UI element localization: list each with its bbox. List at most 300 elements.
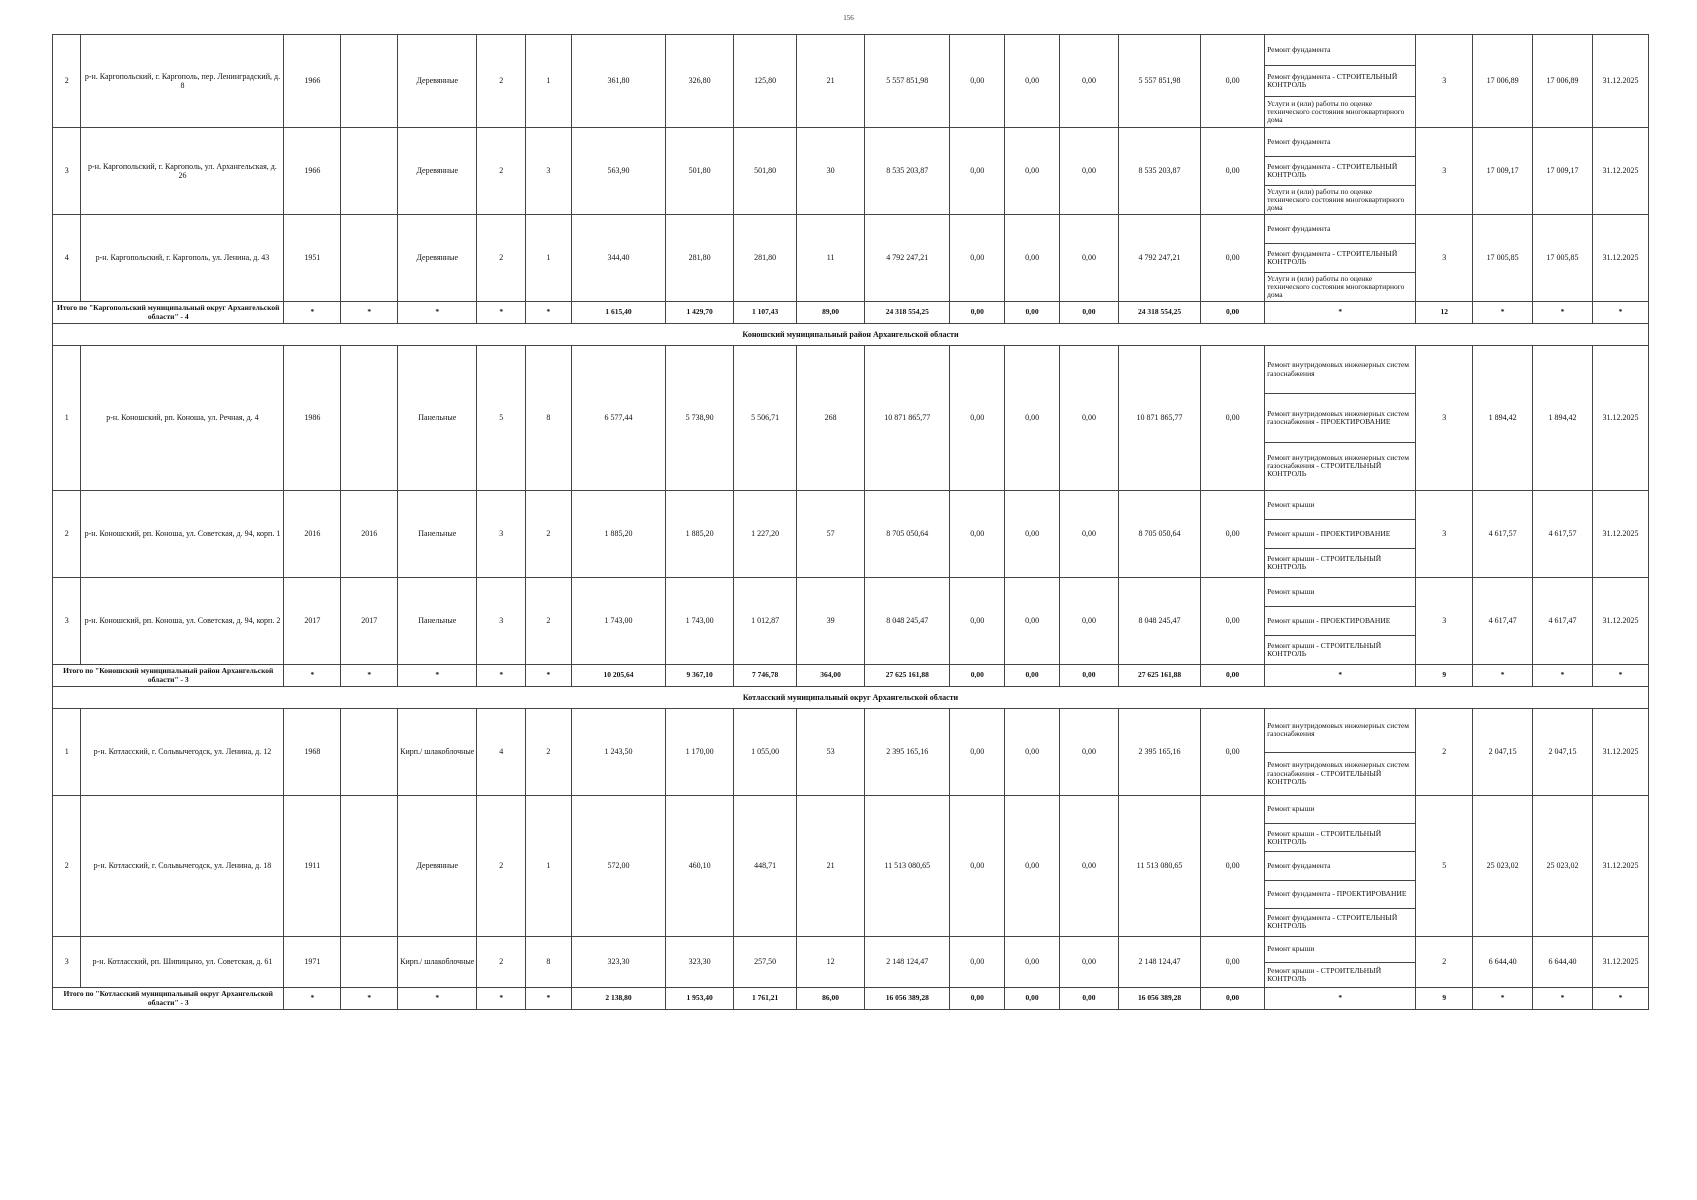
area-residential-cell: 281,80 bbox=[734, 215, 797, 302]
works-cell bbox=[1265, 578, 1416, 665]
area-premises-cell: 1 743,00 bbox=[666, 578, 734, 665]
table-row bbox=[53, 578, 1649, 665]
deadline-cell: 31.12.2025 bbox=[1592, 709, 1648, 796]
row-number-cell: 3 bbox=[53, 128, 81, 215]
floors-cell: 4 bbox=[477, 709, 526, 796]
cost-total-cell: 4 792 247,21 bbox=[865, 215, 950, 302]
work-item: Ремонт фундамента - СТРОИТЕЛЬНЫЙ КОНТРОЛЬ bbox=[1265, 157, 1415, 186]
total-fund-federal-cell: 0,00 bbox=[950, 302, 1005, 324]
fund-local-cell: 0,00 bbox=[1060, 215, 1119, 302]
wall-material-cell: Кирп./ шлакоблочные bbox=[398, 709, 477, 796]
row-number-cell: 1 bbox=[53, 709, 81, 796]
district-header-row bbox=[53, 687, 1649, 709]
cost-total-cell: 8 048 245,47 bbox=[865, 578, 950, 665]
fund-owners-cell: 2 395 165,16 bbox=[1118, 709, 1200, 796]
cost-total-cell: 8 535 203,87 bbox=[865, 128, 950, 215]
floors-cell: 2 bbox=[477, 796, 526, 937]
address-cell: р-н. Котласский, г. Сольвычегодск, ул. Ленина, д. 12 bbox=[81, 709, 284, 796]
work-item: Ремонт крыши - СТРОИТЕЛЬНЫЙ КОНТРОЛЬ bbox=[1267, 553, 1382, 571]
unit-cost-cell: 17 005,85 bbox=[1473, 215, 1533, 302]
work-item: Ремонт крыши - СТРОИТЕЛЬНЫЙ КОНТРОЛЬ bbox=[1267, 640, 1382, 658]
fund-owners-cell: 4 792 247,21 bbox=[1118, 215, 1200, 302]
works-cell bbox=[1265, 35, 1416, 128]
cost-total-cell: 11 513 080,65 bbox=[865, 796, 950, 937]
work-item: Ремонт фундамента - СТРОИТЕЛЬНЫЙ КОНТРОЛЬ bbox=[1267, 913, 1398, 931]
fund-regional-cell: 0,00 bbox=[1005, 128, 1060, 215]
total-works-cell: * bbox=[1265, 665, 1416, 687]
work-item: Ремонт крыши bbox=[1265, 937, 1415, 963]
district-title: Коношский муниципальный район Архангельской области bbox=[53, 324, 1649, 346]
works-count-cell: 2 bbox=[1416, 709, 1473, 796]
wall-material-cell: Деревянные bbox=[398, 215, 477, 302]
fund-other-cell: 0,00 bbox=[1201, 215, 1265, 302]
total-area-residential-cell: 1 107,43 bbox=[734, 302, 797, 324]
area-residential-cell: 448,71 bbox=[734, 796, 797, 937]
row-number-cell: 3 bbox=[53, 578, 81, 665]
row-number-cell: 1 bbox=[53, 346, 81, 491]
total-fund-local-cell: 0,00 bbox=[1060, 988, 1119, 1010]
works-list bbox=[1265, 215, 1415, 301]
work-item: Ремонт внутридомовых инженерных систем газоснабжения - ПРОЕКТИРОВАНИЕ bbox=[1265, 394, 1415, 442]
total-wall-material-cell: * bbox=[398, 665, 477, 687]
table-row bbox=[53, 35, 1649, 128]
wall-material-cell: Панельные bbox=[398, 578, 477, 665]
total-cost-total-cell: 27 625 161,88 bbox=[865, 665, 950, 687]
fund-owners-cell: 8 705 050,64 bbox=[1118, 491, 1200, 578]
fund-federal-cell: 0,00 bbox=[950, 937, 1005, 988]
area-total-cell: 1 243,50 bbox=[571, 709, 665, 796]
year-built-cell: 2017 bbox=[284, 578, 341, 665]
unit-cost-limit-cell: 1 894,42 bbox=[1533, 346, 1593, 491]
fund-local-cell: 0,00 bbox=[1060, 491, 1119, 578]
unit-cost-cell: 25 023,02 bbox=[1473, 796, 1533, 937]
total-wall-material-cell: * bbox=[398, 988, 477, 1010]
works-count-cell: 3 bbox=[1416, 491, 1473, 578]
total-cost-total-cell: 16 056 389,28 bbox=[865, 988, 950, 1010]
fund-other-cell: 0,00 bbox=[1201, 491, 1265, 578]
works-cell bbox=[1265, 346, 1416, 491]
year-built-cell: 1966 bbox=[284, 35, 341, 128]
residents-cell: 30 bbox=[797, 128, 865, 215]
total-floors-cell: * bbox=[477, 665, 526, 687]
work-item: Ремонт внутридомовых инженерных систем газоснабжения bbox=[1265, 346, 1415, 394]
residents-cell: 21 bbox=[797, 35, 865, 128]
area-total-cell: 6 577,44 bbox=[571, 346, 665, 491]
total-works-count-cell: 9 bbox=[1416, 988, 1473, 1010]
residents-cell: 53 bbox=[797, 709, 865, 796]
total-year-built-cell: * bbox=[284, 988, 341, 1010]
table-row bbox=[53, 128, 1649, 215]
deadline-cell: 31.12.2025 bbox=[1592, 796, 1648, 937]
capital-repair-register-table bbox=[52, 34, 1649, 1010]
table-row bbox=[53, 937, 1649, 988]
total-works-count-cell: 12 bbox=[1416, 302, 1473, 324]
year-reconstructed-cell bbox=[341, 128, 398, 215]
fund-owners-cell: 8 535 203,87 bbox=[1118, 128, 1200, 215]
work-item: Ремонт внутридомовых инженерных систем газоснабжения bbox=[1265, 709, 1415, 753]
area-premises-cell: 1 170,00 bbox=[666, 709, 734, 796]
fund-federal-cell: 0,00 bbox=[950, 796, 1005, 937]
work-item: Ремонт фундамента bbox=[1265, 215, 1415, 244]
address-cell: р-н. Каргопольский, г. Каргополь, ул. Архангельская, д. 26 bbox=[81, 128, 284, 215]
works-list bbox=[1265, 709, 1415, 795]
fund-federal-cell: 0,00 bbox=[950, 578, 1005, 665]
wall-material-cell: Панельные bbox=[398, 491, 477, 578]
work-item: Ремонт крыши - ПРОЕКТИРОВАНИЕ bbox=[1265, 520, 1415, 549]
total-unit-cost-limit-cell: * bbox=[1533, 988, 1593, 1010]
fund-local-cell: 0,00 bbox=[1060, 937, 1119, 988]
page-number: 156 bbox=[843, 14, 854, 22]
works-list bbox=[1265, 937, 1415, 987]
fund-local-cell: 0,00 bbox=[1060, 128, 1119, 215]
unit-cost-cell: 1 894,42 bbox=[1473, 346, 1533, 491]
fund-local-cell: 0,00 bbox=[1060, 709, 1119, 796]
fund-local-cell: 0,00 bbox=[1060, 578, 1119, 665]
total-fund-regional-cell: 0,00 bbox=[1005, 302, 1060, 324]
work-item: Ремонт внутридомовых инженерных систем газоснабжения - СТРОИТЕЛЬНЫЙ КОНТРОЛЬ bbox=[1267, 452, 1409, 479]
total-year-built-cell: * bbox=[284, 302, 341, 324]
work-item: Ремонт крыши - СТРОИТЕЛЬНЫЙ КОНТРОЛЬ bbox=[1265, 824, 1415, 852]
area-residential-cell: 257,50 bbox=[734, 937, 797, 988]
total-deadline-cell: * bbox=[1592, 302, 1648, 324]
works-count-cell: 3 bbox=[1416, 215, 1473, 302]
floors-cell: 2 bbox=[477, 215, 526, 302]
deadline-cell: 31.12.2025 bbox=[1592, 35, 1648, 128]
work-item: Ремонт фундамента - ПРОЕКТИРОВАНИЕ bbox=[1265, 881, 1415, 909]
work-item: Ремонт фундамента bbox=[1265, 128, 1415, 157]
total-fund-owners-cell: 24 318 554,25 bbox=[1118, 302, 1200, 324]
total-year-reconstructed-cell: * bbox=[341, 665, 398, 687]
work-item: Ремонт внутридомовых инженерных систем газоснабжения - СТРОИТЕЛЬНЫЙ КОНТРОЛЬ bbox=[1267, 760, 1409, 786]
year-built-cell: 1966 bbox=[284, 128, 341, 215]
total-fund-other-cell: 0,00 bbox=[1201, 988, 1265, 1010]
area-residential-cell: 125,80 bbox=[734, 35, 797, 128]
works-list bbox=[1265, 796, 1415, 936]
works-list bbox=[1265, 491, 1415, 577]
year-built-cell: 1911 bbox=[284, 796, 341, 937]
area-premises-cell: 326,80 bbox=[666, 35, 734, 128]
fund-owners-cell: 5 557 851,98 bbox=[1118, 35, 1200, 128]
deadline-cell: 31.12.2025 bbox=[1592, 578, 1648, 665]
fund-federal-cell: 0,00 bbox=[950, 35, 1005, 128]
area-premises-cell: 1 885,20 bbox=[666, 491, 734, 578]
works-cell bbox=[1265, 796, 1416, 937]
total-row bbox=[53, 988, 1649, 1010]
area-total-cell: 361,80 bbox=[571, 35, 665, 128]
fund-regional-cell: 0,00 bbox=[1005, 346, 1060, 491]
year-reconstructed-cell bbox=[341, 346, 398, 491]
total-deadline-cell: * bbox=[1592, 665, 1648, 687]
unit-cost-limit-cell: 17 006,89 bbox=[1533, 35, 1593, 128]
works-count-cell: 3 bbox=[1416, 578, 1473, 665]
total-fund-other-cell: 0,00 bbox=[1201, 302, 1265, 324]
total-fund-regional-cell: 0,00 bbox=[1005, 988, 1060, 1010]
wall-material-cell: Деревянные bbox=[398, 796, 477, 937]
deadline-cell: 31.12.2025 bbox=[1592, 346, 1648, 491]
entrances-cell: 2 bbox=[526, 491, 572, 578]
fund-regional-cell: 0,00 bbox=[1005, 796, 1060, 937]
total-fund-owners-cell: 27 625 161,88 bbox=[1118, 665, 1200, 687]
address-cell: р-н. Каргопольский, г. Каргополь, ул. Ленина, д. 43 bbox=[81, 215, 284, 302]
residents-cell: 11 bbox=[797, 215, 865, 302]
address-cell: р-н. Коношский, рп. Коноша, ул. Речная, д. 4 bbox=[81, 346, 284, 491]
year-reconstructed-cell bbox=[341, 937, 398, 988]
fund-local-cell: 0,00 bbox=[1060, 346, 1119, 491]
unit-cost-limit-cell: 6 644,40 bbox=[1533, 937, 1593, 988]
fund-other-cell: 0,00 bbox=[1201, 796, 1265, 937]
fund-regional-cell: 0,00 bbox=[1005, 578, 1060, 665]
total-unit-cost-limit-cell: * bbox=[1533, 302, 1593, 324]
total-entrances-cell: * bbox=[526, 302, 572, 324]
cost-total-cell: 5 557 851,98 bbox=[865, 35, 950, 128]
total-label-cell: Итого по "Коношский муниципальный район Архангельской области" - 3 bbox=[53, 665, 284, 687]
total-cost-total-cell: 24 318 554,25 bbox=[865, 302, 950, 324]
total-year-reconstructed-cell: * bbox=[341, 302, 398, 324]
works-list bbox=[1265, 128, 1415, 214]
address-cell: р-н. Котласский, г. Сольвычегодск, ул. Ленина, д. 18 bbox=[81, 796, 284, 937]
cost-total-cell: 10 871 865,77 bbox=[865, 346, 950, 491]
total-floors-cell: * bbox=[477, 988, 526, 1010]
unit-cost-limit-cell: 2 047,15 bbox=[1533, 709, 1593, 796]
address-cell: р-н. Коношский, рп. Коноша, ул. Советская, д. 94, корп. 1 bbox=[81, 491, 284, 578]
fund-regional-cell: 0,00 bbox=[1005, 35, 1060, 128]
total-fund-local-cell: 0,00 bbox=[1060, 665, 1119, 687]
total-entrances-cell: * bbox=[526, 988, 572, 1010]
total-row bbox=[53, 302, 1649, 324]
year-reconstructed-cell: 2017 bbox=[341, 578, 398, 665]
year-built-cell: 1986 bbox=[284, 346, 341, 491]
fund-other-cell: 0,00 bbox=[1201, 709, 1265, 796]
area-residential-cell: 5 506,71 bbox=[734, 346, 797, 491]
year-built-cell: 2016 bbox=[284, 491, 341, 578]
wall-material-cell: Деревянные bbox=[398, 35, 477, 128]
area-residential-cell: 1 227,20 bbox=[734, 491, 797, 578]
fund-other-cell: 0,00 bbox=[1201, 128, 1265, 215]
row-number-cell: 3 bbox=[53, 937, 81, 988]
total-floors-cell: * bbox=[477, 302, 526, 324]
fund-federal-cell: 0,00 bbox=[950, 215, 1005, 302]
total-year-built-cell: * bbox=[284, 665, 341, 687]
year-built-cell: 1968 bbox=[284, 709, 341, 796]
deadline-cell: 31.12.2025 bbox=[1592, 215, 1648, 302]
work-item: Ремонт крыши bbox=[1265, 491, 1415, 520]
year-reconstructed-cell bbox=[341, 796, 398, 937]
work-item: Ремонт фундамента bbox=[1265, 35, 1415, 66]
work-item: Ремонт крыши - СТРОИТЕЛЬНЫЙ КОНТРОЛЬ bbox=[1267, 965, 1382, 983]
work-item: Ремонт фундамента - СТРОИТЕЛЬНЫЙ КОНТРОЛЬ bbox=[1265, 66, 1415, 97]
works-list bbox=[1265, 578, 1415, 664]
row-number-cell: 2 bbox=[53, 35, 81, 128]
area-premises-cell: 281,80 bbox=[666, 215, 734, 302]
residents-cell: 268 bbox=[797, 346, 865, 491]
fund-owners-cell: 10 871 865,77 bbox=[1118, 346, 1200, 491]
total-unit-cost-cell: * bbox=[1473, 665, 1533, 687]
deadline-cell: 31.12.2025 bbox=[1592, 937, 1648, 988]
total-deadline-cell: * bbox=[1592, 988, 1648, 1010]
unit-cost-cell: 17 009,17 bbox=[1473, 128, 1533, 215]
wall-material-cell: Деревянные bbox=[398, 128, 477, 215]
work-item: Ремонт фундамента bbox=[1265, 852, 1415, 880]
unit-cost-limit-cell: 4 617,57 bbox=[1533, 491, 1593, 578]
fund-owners-cell: 11 513 080,65 bbox=[1118, 796, 1200, 937]
year-built-cell: 1951 bbox=[284, 215, 341, 302]
address-cell: р-н. Котласский, рп. Шипицыно, ул. Советская, д. 61 bbox=[81, 937, 284, 988]
fund-regional-cell: 0,00 bbox=[1005, 215, 1060, 302]
unit-cost-limit-cell: 25 023,02 bbox=[1533, 796, 1593, 937]
area-total-cell: 1 885,20 bbox=[571, 491, 665, 578]
residents-cell: 39 bbox=[797, 578, 865, 665]
works-count-cell: 2 bbox=[1416, 937, 1473, 988]
entrances-cell: 3 bbox=[526, 128, 572, 215]
total-area-total-cell: 10 205,64 bbox=[571, 665, 665, 687]
unit-cost-limit-cell: 17 005,85 bbox=[1533, 215, 1593, 302]
works-list bbox=[1265, 346, 1415, 490]
area-total-cell: 563,90 bbox=[571, 128, 665, 215]
total-works-cell: * bbox=[1265, 988, 1416, 1010]
entrances-cell: 1 bbox=[526, 796, 572, 937]
year-reconstructed-cell bbox=[341, 215, 398, 302]
total-unit-cost-cell: * bbox=[1473, 988, 1533, 1010]
total-fund-regional-cell: 0,00 bbox=[1005, 665, 1060, 687]
area-residential-cell: 1 012,87 bbox=[734, 578, 797, 665]
total-residents-cell: 86,00 bbox=[797, 988, 865, 1010]
area-residential-cell: 1 055,00 bbox=[734, 709, 797, 796]
table-row bbox=[53, 215, 1649, 302]
total-label-cell: Итого по "Каргопольский муниципальный округ Архангельской области" - 4 bbox=[53, 302, 284, 324]
unit-cost-limit-cell: 17 009,17 bbox=[1533, 128, 1593, 215]
total-year-reconstructed-cell: * bbox=[341, 988, 398, 1010]
entrances-cell: 2 bbox=[526, 709, 572, 796]
fund-federal-cell: 0,00 bbox=[950, 346, 1005, 491]
fund-owners-cell: 8 048 245,47 bbox=[1118, 578, 1200, 665]
fund-regional-cell: 0,00 bbox=[1005, 491, 1060, 578]
fund-owners-cell: 2 148 124,47 bbox=[1118, 937, 1200, 988]
total-area-premises-cell: 9 367,10 bbox=[666, 665, 734, 687]
works-list bbox=[1265, 35, 1415, 127]
cost-total-cell: 2 395 165,16 bbox=[865, 709, 950, 796]
total-residents-cell: 89,00 bbox=[797, 302, 865, 324]
unit-cost-cell: 6 644,40 bbox=[1473, 937, 1533, 988]
area-total-cell: 1 743,00 bbox=[571, 578, 665, 665]
fund-other-cell: 0,00 bbox=[1201, 35, 1265, 128]
work-item: Ремонт фундамента - СТРОИТЕЛЬНЫЙ КОНТРОЛЬ bbox=[1265, 244, 1415, 273]
residents-cell: 21 bbox=[797, 796, 865, 937]
unit-cost-cell: 4 617,57 bbox=[1473, 491, 1533, 578]
fund-other-cell: 0,00 bbox=[1201, 937, 1265, 988]
unit-cost-cell: 4 617,47 bbox=[1473, 578, 1533, 665]
wall-material-cell: Панельные bbox=[398, 346, 477, 491]
table-row bbox=[53, 346, 1649, 491]
table-row bbox=[53, 796, 1649, 937]
total-area-residential-cell: 1 761,21 bbox=[734, 988, 797, 1010]
works-cell bbox=[1265, 128, 1416, 215]
cost-total-cell: 2 148 124,47 bbox=[865, 937, 950, 988]
entrances-cell: 1 bbox=[526, 35, 572, 128]
fund-regional-cell: 0,00 bbox=[1005, 709, 1060, 796]
total-fund-other-cell: 0,00 bbox=[1201, 665, 1265, 687]
cost-total-cell: 8 705 050,64 bbox=[865, 491, 950, 578]
total-unit-cost-limit-cell: * bbox=[1533, 665, 1593, 687]
total-unit-cost-cell: * bbox=[1473, 302, 1533, 324]
area-residential-cell: 501,80 bbox=[734, 128, 797, 215]
works-count-cell: 5 bbox=[1416, 796, 1473, 937]
total-area-total-cell: 2 138,80 bbox=[571, 988, 665, 1010]
floors-cell: 3 bbox=[477, 578, 526, 665]
total-works-cell: * bbox=[1265, 302, 1416, 324]
works-count-cell: 3 bbox=[1416, 35, 1473, 128]
fund-regional-cell: 0,00 bbox=[1005, 937, 1060, 988]
deadline-cell: 31.12.2025 bbox=[1592, 491, 1648, 578]
total-wall-material-cell: * bbox=[398, 302, 477, 324]
fund-local-cell: 0,00 bbox=[1060, 35, 1119, 128]
fund-federal-cell: 0,00 bbox=[950, 128, 1005, 215]
unit-cost-cell: 2 047,15 bbox=[1473, 709, 1533, 796]
total-fund-federal-cell: 0,00 bbox=[950, 665, 1005, 687]
fund-federal-cell: 0,00 bbox=[950, 709, 1005, 796]
works-cell bbox=[1265, 937, 1416, 988]
residents-cell: 57 bbox=[797, 491, 865, 578]
table-row bbox=[53, 709, 1649, 796]
total-area-residential-cell: 7 746,78 bbox=[734, 665, 797, 687]
area-total-cell: 572,00 bbox=[571, 796, 665, 937]
row-number-cell: 4 bbox=[53, 215, 81, 302]
work-item: Услуги и (или) работы по оценке технического состояния многоквартирного дома bbox=[1267, 273, 1405, 300]
area-premises-cell: 501,80 bbox=[666, 128, 734, 215]
works-count-cell: 3 bbox=[1416, 346, 1473, 491]
year-reconstructed-cell: 2016 bbox=[341, 491, 398, 578]
wall-material-cell: Кирп./ шлакоблочные bbox=[398, 937, 477, 988]
district-header-row bbox=[53, 324, 1649, 346]
fund-federal-cell: 0,00 bbox=[950, 491, 1005, 578]
total-fund-local-cell: 0,00 bbox=[1060, 302, 1119, 324]
total-entrances-cell: * bbox=[526, 665, 572, 687]
row-number-cell: 2 bbox=[53, 796, 81, 937]
works-cell bbox=[1265, 491, 1416, 578]
deadline-cell: 31.12.2025 bbox=[1592, 128, 1648, 215]
unit-cost-limit-cell: 4 617,47 bbox=[1533, 578, 1593, 665]
entrances-cell: 1 bbox=[526, 215, 572, 302]
total-row bbox=[53, 665, 1649, 687]
floors-cell: 2 bbox=[477, 35, 526, 128]
address-cell: р-н. Коношский, рп. Коноша, ул. Советская, д. 94, корп. 2 bbox=[81, 578, 284, 665]
row-number-cell: 2 bbox=[53, 491, 81, 578]
total-fund-federal-cell: 0,00 bbox=[950, 988, 1005, 1010]
total-fund-owners-cell: 16 056 389,28 bbox=[1118, 988, 1200, 1010]
district-title: Котласский муниципальный округ Архангельской области bbox=[53, 687, 1649, 709]
table-row bbox=[53, 491, 1649, 578]
floors-cell: 3 bbox=[477, 491, 526, 578]
area-premises-cell: 460,10 bbox=[666, 796, 734, 937]
works-count-cell: 3 bbox=[1416, 128, 1473, 215]
area-total-cell: 344,40 bbox=[571, 215, 665, 302]
total-works-count-cell: 9 bbox=[1416, 665, 1473, 687]
floors-cell: 2 bbox=[477, 937, 526, 988]
entrances-cell: 8 bbox=[526, 346, 572, 491]
year-reconstructed-cell bbox=[341, 709, 398, 796]
residents-cell: 12 bbox=[797, 937, 865, 988]
work-item: Ремонт крыши bbox=[1265, 578, 1415, 607]
address-cell: р-н. Каргопольский, г. Каргополь, пер. Ленинградский, д. 8 bbox=[81, 35, 284, 128]
unit-cost-cell: 17 006,89 bbox=[1473, 35, 1533, 128]
total-area-total-cell: 1 615,40 bbox=[571, 302, 665, 324]
area-total-cell: 323,30 bbox=[571, 937, 665, 988]
floors-cell: 5 bbox=[477, 346, 526, 491]
entrances-cell: 2 bbox=[526, 578, 572, 665]
area-premises-cell: 5 738,90 bbox=[666, 346, 734, 491]
year-reconstructed-cell bbox=[341, 35, 398, 128]
work-item: Ремонт крыши - ПРОЕКТИРОВАНИЕ bbox=[1265, 607, 1415, 636]
works-cell bbox=[1265, 709, 1416, 796]
